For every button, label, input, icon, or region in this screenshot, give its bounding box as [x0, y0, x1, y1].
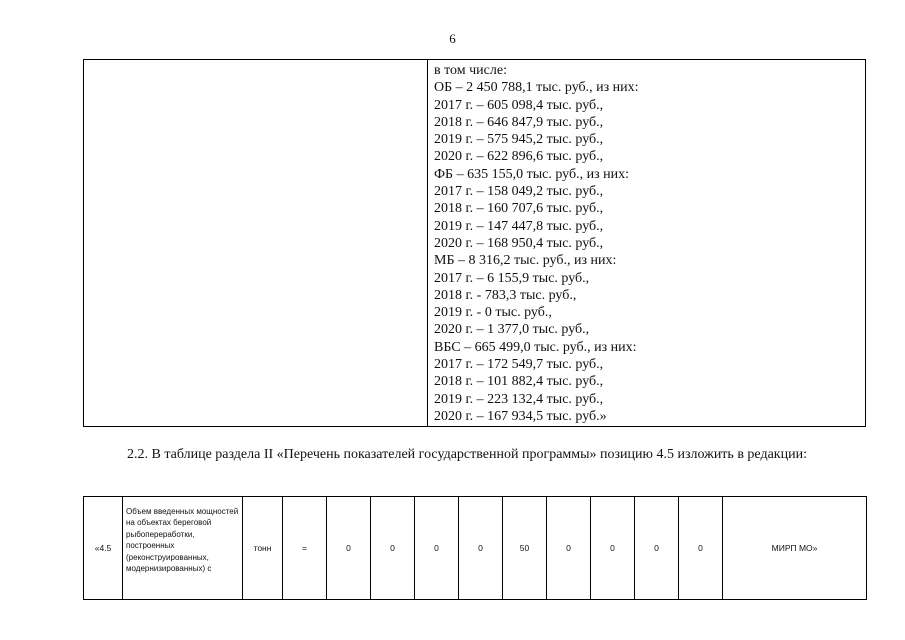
value-cell: 0: [415, 497, 459, 600]
finance-line: 2020 г. – 167 934,5 тыс. руб.»: [434, 408, 607, 424]
value-cell: 0: [679, 497, 723, 600]
finance-line: ОБ – 2 450 788,1 тыс. руб., из них:: [434, 80, 639, 96]
finance-line: ФБ – 635 155,0 тыс. руб., из них:: [434, 166, 629, 182]
amendment-paragraph: 2.2. В таблице раздела II «Перечень показателей государственной программы» позицию 4.5 изложить в редакции:: [127, 447, 807, 462]
value-cell: 0: [591, 497, 635, 600]
financing-lines: [434, 62, 639, 425]
finance-line: ВБС – 665 499,0 тыс. руб., из них:: [434, 339, 637, 355]
finance-line: 2017 г. – 605 098,4 тыс. руб.,: [434, 97, 604, 113]
responsible-cell: МИРП МО»: [723, 497, 867, 600]
finance-line: 2019 г. – 147 447,8 тыс. руб.,: [434, 218, 604, 234]
finance-line: 2017 г. – 172 549,7 тыс. руб.,: [434, 357, 604, 373]
value-cell: 0: [547, 497, 591, 600]
finance-line: 2018 г. – 160 707,6 тыс. руб.,: [434, 201, 604, 217]
finance-line: 2020 г. – 622 896,6 тыс. руб.,: [434, 149, 604, 165]
finance-line: 2019 г. – 223 132,4 тыс. руб.,: [434, 391, 604, 407]
table-row: [84, 497, 867, 600]
symbol-cell: =: [283, 497, 327, 600]
value-cell: 0: [635, 497, 679, 600]
page-number: 6: [449, 31, 456, 46]
finance-line: в том числе:: [434, 63, 507, 78]
indicator-table: [83, 496, 867, 600]
finance-line: 2020 г. – 1 377,0 тыс. руб.,: [434, 322, 590, 338]
unit-cell: тонн: [243, 497, 283, 600]
value-cell: 0: [459, 497, 503, 600]
finance-line: 2020 г. – 168 950,4 тыс. руб.,: [434, 235, 604, 251]
value-cell: 0: [327, 497, 371, 600]
value-cell: 0: [371, 497, 415, 600]
finance-line: МБ – 8 316,2 тыс. руб., из них:: [434, 253, 617, 269]
column-divider: [427, 60, 428, 426]
finance-line: 2017 г. – 158 049,2 тыс. руб.,: [434, 184, 604, 200]
finance-line: 2018 г. - 783,3 тыс. руб.,: [434, 287, 577, 303]
row-number: «4.5: [84, 497, 123, 600]
finance-line: 2018 г. – 101 882,4 тыс. руб.,: [434, 374, 604, 390]
value-cell: 50: [503, 497, 547, 600]
finance-line: 2019 г. – 575 945,2 тыс. руб.,: [434, 132, 604, 148]
financing-table: [83, 59, 866, 427]
indicator-description: Объем введенных мощностей на объектах береговой рыбопереработки, построенных (реконструированных, модернизированных) с: [123, 497, 243, 600]
finance-line: 2017 г. – 6 155,9 тыс. руб.,: [434, 270, 590, 286]
finance-line: 2019 г. - 0 тыс. руб.,: [434, 305, 552, 321]
finance-line: 2018 г. – 646 847,9 тыс. руб.,: [434, 114, 604, 130]
